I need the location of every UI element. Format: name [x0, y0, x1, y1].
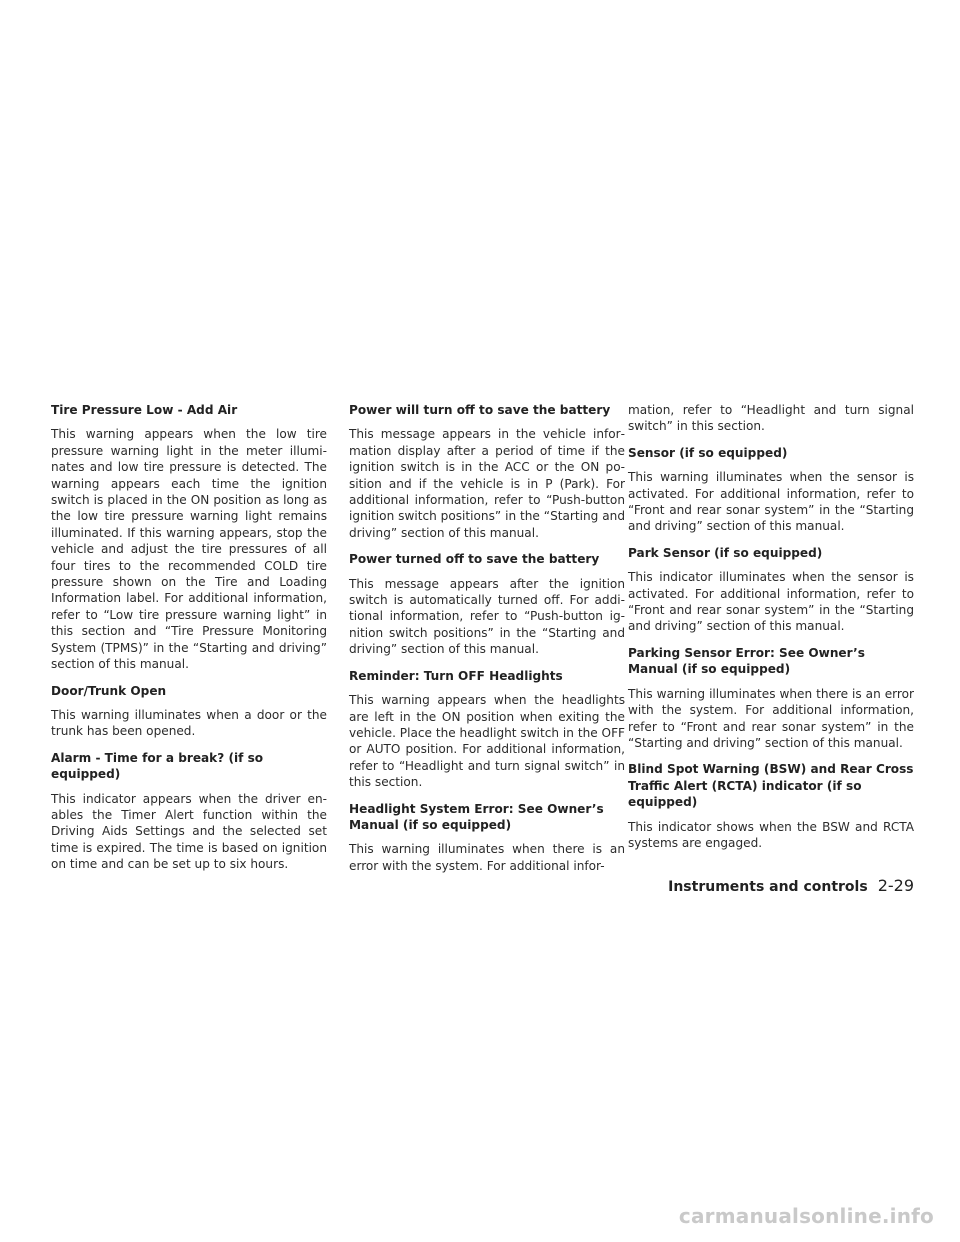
column-2 [349, 402, 625, 884]
section-heading: Blind Spot Warning (BSW) and Rear Cross Traffic Alert (RCTA) indicator (if so equipped) [628, 762, 914, 810]
body-paragraph: This message appears after the ignition switch is automatically turned off. For additional information, refer to “Push-button ignition switch positions” in the “Starting and driving” section of this manual. [349, 576, 625, 657]
body-paragraph: This warning illuminates when the sensor is activated. For additional information, refer to “Front and rear sonar system” in the “Starting and driving” section of this manual. [628, 470, 914, 534]
column-1 [51, 402, 327, 883]
watermark-text: carmanualsonline.info [678, 1204, 934, 1228]
section-heading: Power turned off to save the battery [349, 552, 600, 567]
footer-section-title: Instruments and controls [668, 879, 868, 895]
section-heading: Reminder: Turn OFF Headlights [349, 668, 563, 683]
section-heading: Headlight System Error: See Owner’s Manual (if so equipped) [349, 801, 604, 832]
body-paragraph: This warning illuminates when there is an error with the system. For additional information, refer to “Front and rear sonar system” in the “Starting and driving” section of this manual. [628, 686, 914, 750]
body-paragraph: This message appears in the vehicle information display after a period of time if the ignition switch is in the ACC or the ON position and if the vehicle is in P (Park). For additional information, refer to “Push-button ignition switch positions” in the “Starting and driving” section of this manual. [349, 427, 625, 540]
section-heading: Parking Sensor Error: See Owner’s Manual (if so equipped) [628, 645, 865, 677]
section-heading: Sensor (if so equipped) [628, 445, 788, 460]
body-paragraph: This indicator appears when the driver enables the Timer Alert function within the Driving Aids Settings and the selected set time is expired. The time is based on ignition on time and can be set up to six hours. [51, 791, 327, 872]
section-heading: Power will turn off to save the battery [349, 403, 611, 417]
body-paragraph: This warning appears when the low tire pressure warning light in the meter illuminates and low tire pressure is detected. The warning appears each time the ignition switch is placed in the ON position as long as the low tire pressure warning light remains illuminated. If this warning appears, stop the vehicle and adjust the tire pressures of all four tires to the recommended COLD tire pressure shown on the Tire and Loading Information label. For additional information, refer to “Low tire pressure warning light” in this section and “Tire Pressure Monitoring System (TPMS)” in the “Starting and driving” section of this manual. [51, 427, 327, 672]
column-3 [628, 402, 914, 861]
body-paragraph: This warning illuminates when a door or the trunk has been opened. [51, 707, 327, 739]
body-paragraph: This warning illuminates when there is an error with the system. For additional infor- [349, 842, 625, 873]
section-heading: Park Sensor (if so equipped) [628, 545, 823, 560]
body-paragraph: This indicator illuminates when the sensor is activated. For additional information, refer to “Front and rear sonar system” in the “Starting and driving” section of this manual. [628, 570, 914, 634]
body-paragraph: mation, refer to “Headlight and turn signal switch” in this section. [628, 403, 914, 434]
body-paragraph: This warning appears when the headlights are left in the ON position when exiting the vehicle. Place the headlight switch in the OFF or AUTO position. For additional information, refer to “Headlight and turn signal switch” in this section. [349, 693, 625, 790]
section-heading: Alarm - Time for a break? (if so equipped) [51, 750, 264, 782]
section-heading: Door/Trunk Open [51, 683, 167, 698]
body-paragraph: This indicator shows when the BSW and RCTA systems are engaged. [628, 819, 914, 850]
section-heading: Tire Pressure Low - Add Air [51, 403, 238, 417]
page-number: 2-29 [877, 876, 914, 895]
page-footer [668, 876, 914, 895]
